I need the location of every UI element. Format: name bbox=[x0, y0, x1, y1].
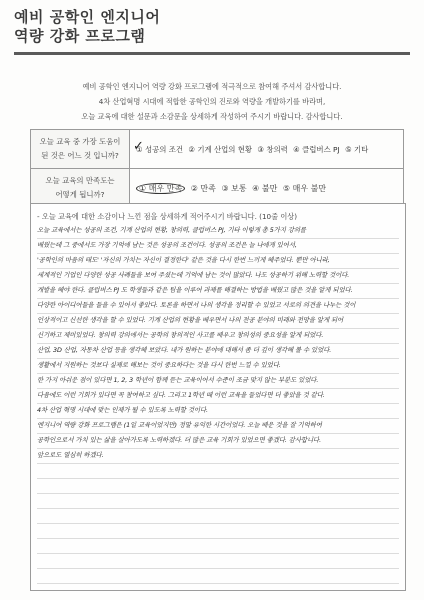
question-row-satisfaction bbox=[31, 169, 404, 208]
essay-line: 오늘 교육에서는 성공의 조건, 기계 산업의 현황, 창의력, 클럽버스 PJ, 기타 이렇게 총 5가지 강의를 bbox=[37, 224, 399, 239]
question-label-line: 오늘 교육 중 가장 도움이 bbox=[39, 137, 121, 146]
question-label-satisfaction bbox=[31, 169, 130, 208]
essay-empty-line bbox=[37, 569, 399, 584]
option-very-satisfied[interactable]: ① 매우 만족 bbox=[136, 183, 185, 194]
title-area bbox=[14, 8, 410, 60]
title-line-1: 예비 공학인 엔지니어 bbox=[14, 8, 161, 26]
option-satisfied[interactable]: ② 만족 bbox=[190, 183, 216, 193]
intro-line-1: 예비 공학인 엔지니어 역량 강화 프로그램에 적극적으로 참여해 주셔서 감사합니다. bbox=[82, 82, 342, 91]
essay-line: 인상적이고 신선한 생각을 할 수 있었다. 기계 산업의 현황을 배우면서 나의 전공 분야의 미래와 전망을 알게 되어 bbox=[37, 314, 399, 329]
essay-line: 앞으로도 열심히 하겠다. bbox=[37, 449, 399, 464]
question-label-helpful bbox=[31, 130, 130, 169]
option-neutral[interactable]: ③ 보통 bbox=[221, 183, 247, 193]
essay-empty-line bbox=[37, 464, 399, 479]
essay-line: 개발을 해야 한다. 클럽버스 PJ 도 학생들과 같은 팀을 이루어 과제를 해결하는 방법을 배웠고 많은 것을 알게 되었다. bbox=[37, 284, 399, 299]
essay-line: 4차 산업 혁명 시대에 맞는 인재가 될 수 있도록 노력할 것이다. bbox=[37, 404, 399, 419]
essay-box[interactable] bbox=[30, 203, 406, 591]
essay-empty-line bbox=[37, 479, 399, 494]
intro-text bbox=[14, 79, 410, 124]
essay-line: 다양한 아이디어들을 들을 수 있어서 좋았다. 토론을 하면서 나의 생각을 정리할 수 있었고 서로의 의견을 나누는 것이 bbox=[37, 299, 399, 314]
essay-line: 한 가지 아쉬운 점이 있다면 1, 2, 3 학년이 함께 듣는 교육이어서 수준이 조금 맞지 않는 부분도 있었다. bbox=[37, 374, 399, 389]
essay-empty-line bbox=[37, 539, 399, 554]
option-creativity[interactable]: ③ 창의력 bbox=[257, 144, 288, 154]
essay-line: 산업, 3D 산업, 자동차 산업 등을 생각해 보았다. 내가 원하는 분야에 대해서 좀 더 깊이 생각해 볼 수 있었다. bbox=[37, 344, 399, 359]
essay-empty-line bbox=[37, 554, 399, 569]
essay-line: 엔지니어 역량 강화 프로그램은 (1일 교육이었지만) 정말 유익한 시간이었다. 오늘 배운 것을 잘 기억하여 bbox=[37, 419, 399, 434]
essay-line: 다음에도 이런 기회가 있다면 꼭 참여하고 싶다. 그리고 1학년 때 이런 교육을 들었다면 더 좋았을 것 같다. bbox=[37, 389, 399, 404]
question-label-line: 오늘 교육의 만족도는 bbox=[45, 176, 115, 185]
intro-line-3: 오늘 교육에 대한 설문과 소감문을 상세하게 작성하여 주시기 바랍니다. 감사합니다. bbox=[81, 112, 343, 121]
essay-empty-line bbox=[37, 524, 399, 539]
answer-options-satisfaction bbox=[130, 169, 404, 208]
essay-line: 세계적인 기업인 다양한 성공 사례들을 보여 주셨는데 기억에 남는 것이 많았다. 나도 성공하기 위해 노력할 것이다. bbox=[37, 269, 399, 284]
option-club-bus-pj[interactable]: ④ 클럽버스 PJ bbox=[293, 144, 340, 154]
essay-empty-line bbox=[37, 509, 399, 524]
essay-line: 신기하고 재미있었다. 창의력 강의에서는 공학의 창의적인 사고를 배우고 창의성의 중요성을 알게 되었다. bbox=[37, 329, 399, 344]
option-machine-industry[interactable]: ② 기계 산업의 현황 bbox=[188, 144, 253, 154]
option-other[interactable]: ⑤ 기타 bbox=[345, 144, 369, 154]
question-label-line: 어떻게 됩니까? bbox=[55, 190, 105, 199]
option-success-conditions[interactable]: ✓ ① 성공의 조건 bbox=[136, 145, 183, 154]
title-divider bbox=[14, 52, 410, 55]
essay-line: 생활에서 지원하는 것보다 실제로 해보는 것이 중요하다는 것을 다시 한번 느낄 수 있었다. bbox=[37, 359, 399, 374]
essay-prompt: - 오늘 교육에 대한 소감이나 느낀 점을 상세하게 적어주시기 바랍니다. (10줄 이상) bbox=[37, 212, 298, 221]
survey-questions bbox=[30, 129, 404, 208]
intro-line-2: 4차 산업혁명 시대에 적합한 공학인의 진로와 역량을 개발하기를 바라며, bbox=[98, 97, 326, 106]
title-line-2: 역량 강화 프로그램 bbox=[14, 27, 146, 45]
option-very-dissatisfied[interactable]: ⑤ 매우 불만 bbox=[282, 183, 327, 193]
essay-line: '공학인의 마음의 태도' '자신의 가치는 자신이 결정한다' 같은 것을 다시 한번 느끼게 해주었다. 뿐만 아니라, bbox=[37, 254, 399, 269]
essay-line: 배웠는데 그 중에서도 가장 기억에 남는 것은 성공의 조건이다. 성공의 조건은 늘 나에게 있어서, bbox=[37, 239, 399, 254]
question-label-line: 된 것은 어느 것 입니까? bbox=[41, 151, 119, 160]
answer-options-helpful bbox=[130, 130, 404, 169]
handwritten-essay bbox=[37, 224, 399, 584]
question-row-helpful bbox=[31, 130, 404, 169]
essay-empty-line bbox=[37, 494, 399, 509]
option-dissatisfied[interactable]: ④ 불만 bbox=[252, 183, 278, 193]
essay-line: 공학인으로서 가치 있는 삶을 살아가도록 노력하겠다. 더 많은 교육 기회가 있었으면 좋겠다. 감사합니다. bbox=[37, 434, 399, 449]
